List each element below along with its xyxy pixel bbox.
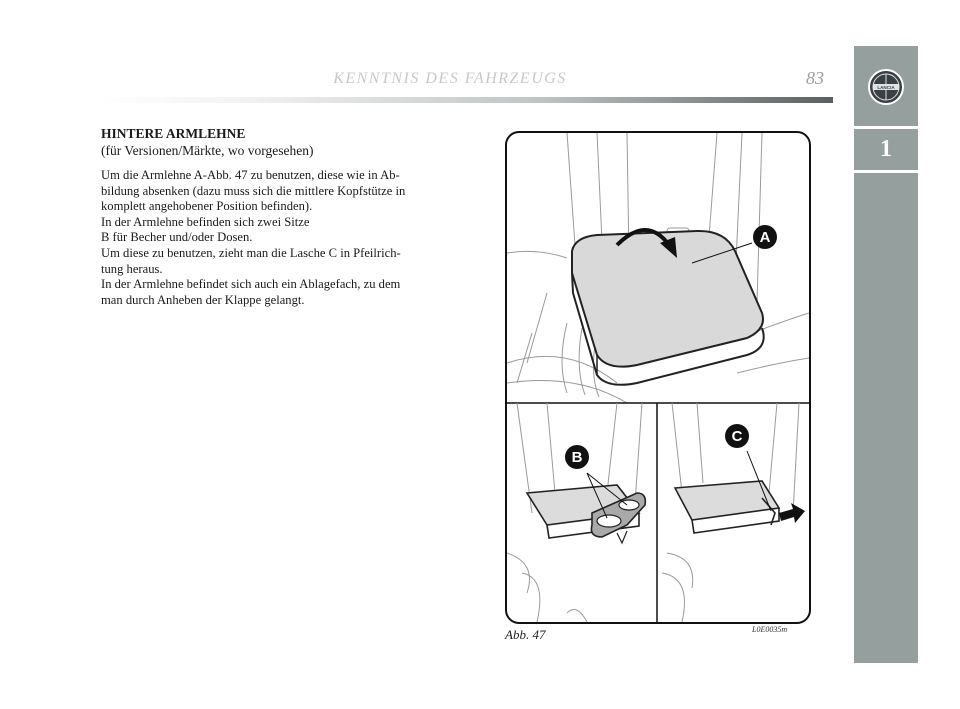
label-b: B [571,449,583,466]
label-c: C [731,428,743,445]
sidebar-divider [854,126,918,129]
page-number: 83 [806,68,824,88]
armrest-illustration [505,131,811,624]
armrest-drawing [507,133,809,622]
panel-pull-tab [662,403,805,622]
figure-code: L0E0035m [752,625,788,634]
sidebar-divider [854,170,918,173]
panel-cup-holders [507,403,645,622]
body-line: In der Armlehne befinden sich zwei Sitze [101,214,310,229]
section-heading: HINTERE ARMLEHNE [101,126,246,141]
body-line: tung heraus. [101,261,163,276]
label-a: A [759,229,771,246]
body-line: Um die Armlehne A-Abb. 47 zu benutzen, diese wie in Ab- [101,168,400,182]
body-line: B für Becher und/oder Dosen. [101,230,253,245]
logo-text: LANCIA [877,85,895,90]
chapter-sidebar [854,46,918,663]
pull-arrow-icon [779,503,805,523]
chapter-number: 1 [880,136,892,162]
section-subheading: (für Versionen/Märkte, wo vorgesehen) [101,143,314,158]
figure-caption: Abb. 47 [505,627,546,642]
sidebar-logo-area [854,46,918,126]
body-line: Um diese zu benutzen, zieht man die Lasche C in Pfeilrich- [101,245,401,260]
body-line: In der Armlehne befindet sich auch ein Ablagefach, zu dem [101,277,401,292]
body-line: man durch Anheben der Klappe gelangt. [101,292,305,307]
header-rule [100,97,833,103]
lancia-logo-icon [867,68,905,106]
armrest-a-shape [572,231,764,385]
label-a-callout [753,225,777,249]
body-text [101,168,471,308]
body-line: bildung absenken (dazu muss sich die mittlere Kopfstütze in [101,183,406,198]
running-header-title: KENNTNIS DES FAHRZEUGS [333,70,567,87]
body-line: komplett angehobener Position befinden). [101,199,313,214]
